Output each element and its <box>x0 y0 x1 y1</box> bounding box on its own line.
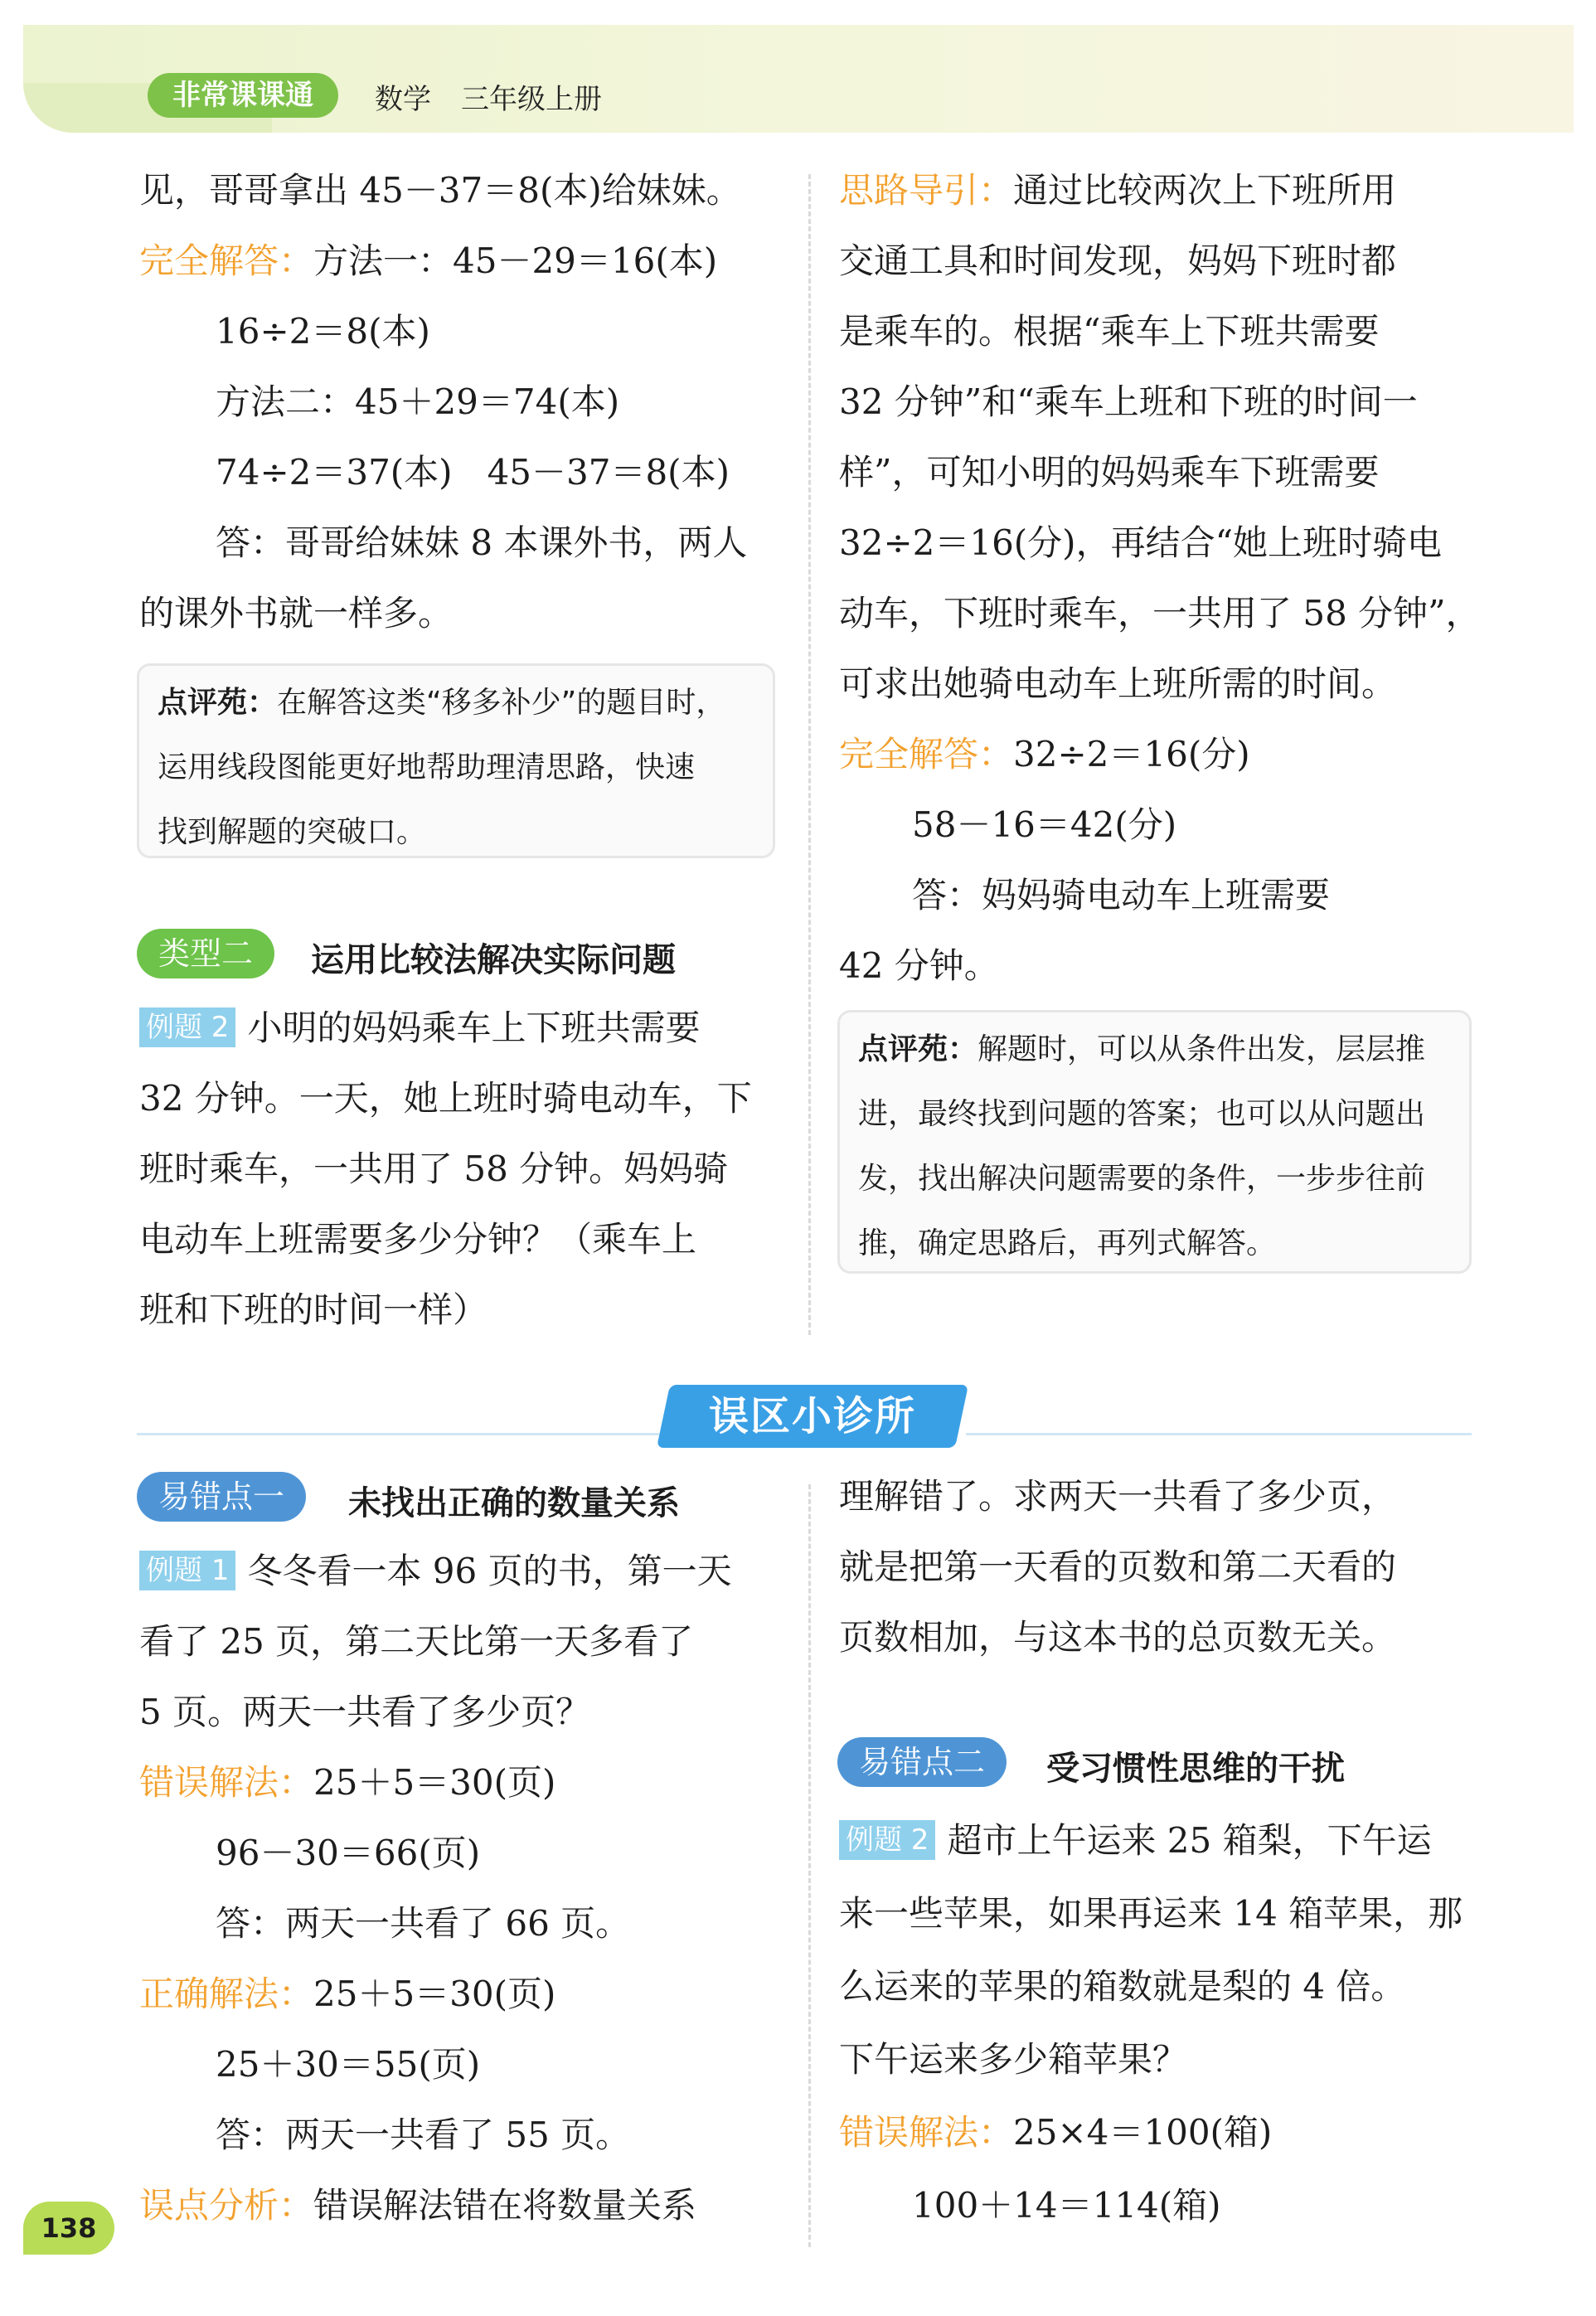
equation: 25＋5＝30(页) <box>313 1974 556 2014</box>
comment-box <box>137 663 775 858</box>
right-solution-label: 正确解法： <box>139 1974 314 2014</box>
example-text: 超市上午运来 25 箱梨，下午运 <box>947 1820 1432 1861</box>
method-two: 方法二：45＋29＝74(本) <box>216 381 620 422</box>
answer-text: 42 分钟。 <box>839 945 999 986</box>
comment-text: 进，最终找到问题的答案；也可以从问题出 <box>858 1097 1426 1131</box>
section-banner-title: 误区小诊所 <box>708 1393 916 1440</box>
subject-label: 数学 <box>375 83 431 116</box>
comment-text: 在解答这类“移多补少”的题目时， <box>277 686 726 720</box>
answer-line <box>139 236 717 286</box>
equation-line: 74÷2＝37(本) 45－37＝8(本) <box>216 452 730 493</box>
comment-text: 解题时，可以从条件出发，层层推 <box>977 1032 1426 1066</box>
example-text: 下午运来多少箱苹果？ <box>839 2039 1188 2080</box>
section-title: 未找出正确的数量关系 <box>348 1484 680 1522</box>
guide-text: 可求出她骑电动车上班所需的时间。 <box>839 663 1397 704</box>
answer-text: 答：哥哥给妹妹 8 本课外书，两人 <box>216 522 748 563</box>
guide-text: 32 分钟”和“乘车上班和下班的时间一 <box>839 381 1418 422</box>
example-text: 5 页。两天一共看了多少页？ <box>139 1692 591 1732</box>
grade-label: 三年级上册 <box>461 83 602 116</box>
answer-text: 答：两天一共看了 66 页。 <box>216 1903 631 1944</box>
comment-label: 点评苑： <box>858 1032 978 1066</box>
example-tag: 例题 2 <box>139 1007 235 1047</box>
guide-text: 通过比较两次上下班所用 <box>1013 170 1397 211</box>
comment-box <box>837 1010 1472 1274</box>
example-tag: 例题 1 <box>139 1551 235 1590</box>
example-text: 来一些苹果，如果再运来 14 箱苹果，那 <box>839 1893 1463 1934</box>
example-text: 班和下班的时间一样） <box>139 1289 488 1330</box>
comment-text: 发，找出解决问题需要的条件，一步步往前 <box>858 1162 1426 1196</box>
example-text: 么运来的苹果的箱数就是梨的 4 倍。 <box>839 1966 1406 2007</box>
comment-text: 找到解题的突破口。 <box>158 815 427 849</box>
comment-label: 点评苑： <box>158 686 278 720</box>
brand-badge: 非常课课通 <box>148 73 338 118</box>
section-rule-right <box>966 1433 1472 1435</box>
analysis-text: 理解错了。求两天一共看了多少页， <box>839 1476 1397 1517</box>
example-line <box>139 1003 700 1053</box>
page-number: 138 <box>23 2202 114 2255</box>
answer-text: 答：妈妈骑电动车上班需要 <box>912 875 1331 915</box>
equation: 25＋5＝30(页) <box>313 1762 556 1803</box>
analysis-text: 页数相加，与这本书的总页数无关。 <box>839 1617 1397 1658</box>
section-title: 运用比较法解决实际问题 <box>311 941 676 979</box>
example-text: 冬冬看一本 96 页的书，第一天 <box>247 1551 732 1591</box>
answer-text: 答：两天一共看了 55 页。 <box>216 2115 631 2155</box>
error-point-badge: 易错点一 <box>137 1472 306 1522</box>
example-text: 看了 25 页，第二天比第一天多看了 <box>139 1621 694 1662</box>
full-answer-label: 完全解答： <box>839 734 1014 774</box>
example-text: 电动车上班需要多少分钟？（乘车上 <box>139 1219 697 1260</box>
error-point-badge: 易错点二 <box>837 1737 1007 1787</box>
guide-text: 样”，可知小明的妈妈乘车下班需要 <box>839 452 1380 493</box>
analysis-line <box>139 2181 696 2231</box>
full-answer-label: 完全解答： <box>139 240 314 281</box>
equation-line: 25＋30＝55(页) <box>216 2044 481 2085</box>
wrong-solution-line <box>139 1758 555 1808</box>
wrong-solution-line <box>839 2108 1272 2158</box>
wrong-solution-label: 错误解法： <box>139 1762 314 1803</box>
example-text: 班时乘车，一共用了 58 分钟。妈妈骑 <box>139 1148 729 1189</box>
example-tag: 例题 2 <box>839 1820 935 1860</box>
equation: 32÷2＝16(分) <box>1013 734 1250 774</box>
example-text: 小明的妈妈乘车上下班共需要 <box>247 1007 701 1048</box>
answer-line <box>839 730 1250 779</box>
equation-line: 16÷2＝8(本) <box>216 311 430 352</box>
type-badge: 类型二 <box>137 929 274 978</box>
text-line: 见，哥哥拿出 45－37＝8(本)给妹妹。 <box>139 170 741 211</box>
wrong-solution-label: 错误解法： <box>839 2112 1014 2153</box>
method-one: 方法一：45－29＝16(本) <box>313 240 718 281</box>
equation-line: 100＋14＝114(箱) <box>912 2185 1221 2226</box>
answer-text: 的课外书就一样多。 <box>139 593 454 634</box>
guide-text: 是乘车的。根据“乘车上下班共需要 <box>839 311 1380 352</box>
example-text: 32 分钟。一天，她上班时骑电动车，下 <box>139 1078 752 1119</box>
column-divider-bottom <box>808 1484 811 2247</box>
analysis-text: 错误解法错在将数量关系 <box>313 2185 697 2226</box>
analysis-text: 就是把第一天看的页数和第二天看的 <box>839 1546 1397 1587</box>
guide-text: 交通工具和时间发现，妈妈下班时都 <box>839 240 1397 281</box>
example-line <box>839 1816 1432 1866</box>
section-rule-left <box>137 1433 659 1435</box>
guide-label: 思路导引： <box>839 170 1014 211</box>
equation-line: 58－16＝42(分) <box>912 804 1177 845</box>
guide-text: 32÷2＝16(分)，再结合“她上班时骑电 <box>839 522 1443 563</box>
example-line <box>139 1546 732 1596</box>
equation: 25×4＝100(箱) <box>1013 2112 1273 2153</box>
comment-text: 推，确定思路后，再列式解答。 <box>858 1226 1277 1260</box>
analysis-label: 误点分析： <box>139 2185 314 2226</box>
section-title: 受习惯性思维的干扰 <box>1046 1750 1345 1788</box>
guide-line <box>839 166 1396 216</box>
comment-text: 运用线段图能更好地帮助理清思路，快速 <box>158 750 696 784</box>
column-divider-top <box>808 174 811 1335</box>
equation-line: 96－30＝66(页) <box>216 1833 481 1873</box>
guide-text: 动车，下班时乘车，一共用了 58 分钟”， <box>839 593 1481 634</box>
right-solution-line <box>139 1969 555 2019</box>
